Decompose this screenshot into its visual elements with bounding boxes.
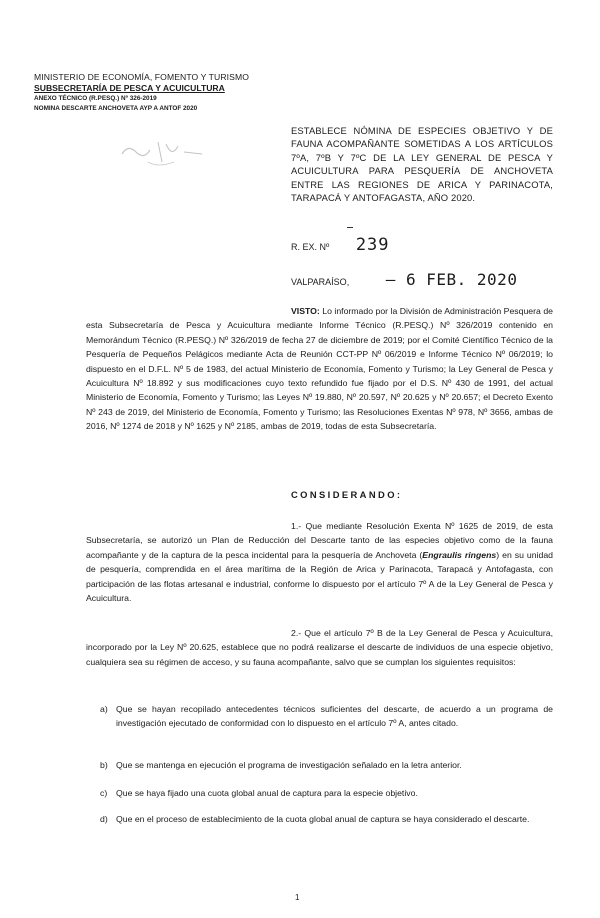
resolution-number-label: R. EX. Nº xyxy=(291,242,330,252)
considerando-paragraph-2: 2.- Que el artículo 7º B de la Ley General de Pesca y Acuicultura, incorporado por la Ley Nº 20.625, establece que no podrá realizarse el descarte de individuos de una especie objetivo, cualquiera sea su régimen de acceso, y su fauna acompañante, salvo que se cumplan los siguientes requisitos: xyxy=(86,628,553,667)
decorative-tick xyxy=(347,227,353,228)
requirement-c xyxy=(100,786,553,800)
ministry-name: MINISTERIO DE ECONOMÍA, FOMENTO Y TURISMO xyxy=(34,72,249,82)
requirement-letter: a) xyxy=(100,704,108,714)
nomina-reference: NOMINA DESCARTE ANCHOVETA AYP A ANTOF 2020 xyxy=(34,104,198,112)
requirement-text: Que se haya fijado una cuota global anual de captura para la especie objetivo. xyxy=(116,788,418,798)
page-mark: 1 xyxy=(295,893,300,902)
considerando-paragraph-1 xyxy=(86,519,553,605)
date-line xyxy=(291,270,517,289)
requirement-text: Que se hayan recopilado antecedentes técnicos suficientes del descarte, de acuerdo a un programa de investigación ejecutado de conformidad con lo dispuesto en el artículo 7º A, antes citado. xyxy=(116,704,553,729)
requirement-letter: b) xyxy=(100,760,108,770)
resolution-number: 239 xyxy=(355,235,390,255)
requirement-text: Que se mantenga en ejecución el programa de investigación señalado en la letra anterior. xyxy=(116,760,462,770)
p1-text-start: 1.- Que mediante Resolución Exenta Nº 1625 de 2019, de esta Subsecretaría, se autorizó un Plan de Reducción del Descarte tanto de las especies objetivo como de la fauna acompañante y de la captura de la pesca incidental para la pesquería de Anchoveta ( xyxy=(86,521,553,560)
visto-text: Lo informado por la División de Administración Pesquera de esta Subsecretaría de Pesca y Acuicultura mediante Informe Técnico (R.PESQ.) Nº 326/2019 contenido en Memorándum Técnico (R.PESQ.) Nº 326/2019 de fecha 27 de diciembre de 2019; por el Comité Científico Técnico de la Pesquería de Pequeños Pelágicos mediante Acta de Reunión CCT-PP Nº 06/2019 e Informe Técnico Nº 06/2019; lo dispuesto en el D.F.L. Nº 5 de 1983, del actual Ministerio de Economía, Fomento y Turismo; la Ley General de Pesca y Acuicultura Nº 18.892 y sus modificaciones cuyo texto refundido fue fijado por el D.S. Nº 430 de 1991, del actual Ministerio de Economía, Fomento y Turismo; las Leyes Nº 19.880, Nº 20.597, Nº 20.625 y Nº 20.657; el Decreto Exento Nº 243 de 2019, del Ministerio de Economía, Fomento y Turismo; las Resoluciones Exentas Nº 978, Nº 3656, ambas de 2016, Nº 1274 de 2018 y Nº 1625 y Nº 2185, ambas de 2019, todas de esta Subsecretaría. xyxy=(86,306,553,432)
species-scientific-name: Engraulis ringens xyxy=(422,549,497,560)
resolution-title: ESTABLECE NÓMINA DE ESPECIES OBJETIVO Y DE FAUNA ACOMPAÑANTE SOMETIDAS A LOS ARTÍCULOS 7ºA, 7ºB Y 7ºC DE LA LEY GENERAL DE PESCA Y ACUICULTURA PARA PESQUERÍA DE ANCHOVETA ENTRE LAS REGIONES DE ARICA Y PARINACOTA, TARAPACÁ Y ANTOFAGASTA, AÑO 2020. xyxy=(291,125,553,204)
requirement-letter: d) xyxy=(100,814,108,824)
date-value: – 6 FEB. 2020 xyxy=(385,270,518,289)
date-place: VALPARAÍSO, xyxy=(291,277,350,287)
subsecretaria-name: SUBSECRETARÍA DE PESCA Y ACUICULTURA xyxy=(34,83,225,93)
visto-label: VISTO: xyxy=(291,306,320,316)
informe-reference: ANEXO TÉCNICO (R.PESQ.) Nº 326-2019 xyxy=(34,95,157,102)
requirement-a xyxy=(100,702,553,731)
resolution-number-line xyxy=(291,235,390,255)
requirement-letter: c) xyxy=(100,788,108,798)
considerando-heading: CONSIDERANDO: xyxy=(291,489,403,500)
letterhead xyxy=(34,72,264,113)
requirement-b xyxy=(100,758,553,772)
p1-text-end: ) en su unidad de pesquería, comprendida en el área marítima de la Región de Arica y Parinacota, Tarapacá y Antofagasta, con participación de las flotas artesanal e industrial, conforme lo dispuesto por el artículo 7º A de la Ley General de Pesca y Acuicultura. xyxy=(86,549,553,604)
requirement-d xyxy=(100,812,553,826)
requirement-text: Que en el proceso de establecimiento de la cuota global anual de captura se haya considerado el descarte. xyxy=(116,814,530,824)
visto-paragraph xyxy=(86,304,553,434)
faint-stamp-mark xyxy=(118,132,208,172)
